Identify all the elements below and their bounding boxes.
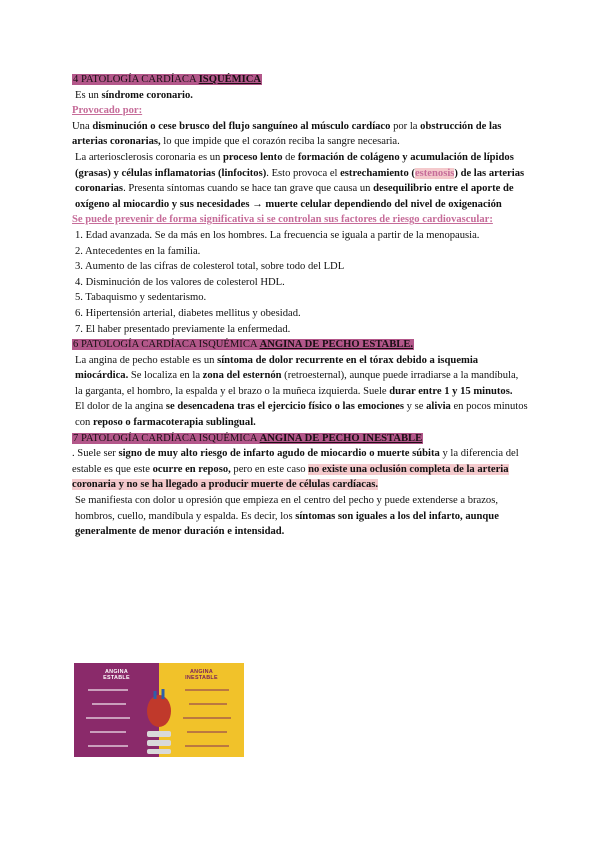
list-item: 5. Tabaquismo y sedentarismo. — [75, 292, 207, 304]
list-item: 4. Disminución de los valores de colesterol HDL. — [75, 276, 285, 288]
cause-paragraph: Una disminución o cese brusco del flujo sanguíneo al músculo cardíaco por la obstrucción de las arterias coronarias, lo que impide que el corazón reciba la sangre necesaria. — [72, 120, 502, 148]
list-item: 1. Edad avanzada. Se da más en los hombres. La frecuencia se iguala a partir de la menopausia. — [75, 229, 480, 241]
list-item: 6. Hipertensión arterial, diabetes mellitus y obesidad. — [75, 307, 301, 319]
section-6-heading: 6 PATOLOGÍA CARDÍACA ISQUÉMICA ANGINA DE PECHO ESTABLE. — [73, 339, 414, 351]
list-item: 7. El haber presentado previamente la enfermedad. — [75, 323, 291, 335]
atherosclerosis-paragraph: La arteriosclerosis coronaria es un proceso lento de formación de colágeno y acumulación de lípidos (grasas) y células inflamatorias (linfocitos). Esto provoca el estrechamiento (estenosis) de las arterias coronarias. Presenta síntomas cuando se hace tan grave que causa un desequilibrio entre el aporte de oxígeno al miocardio y sus necesidades → muerte celular dependiendo del nivel de oxigenación — [75, 151, 525, 210]
stable-angina-title: ANGINA ESTABLE — [103, 669, 130, 681]
list-item: 2. Antecedentes en la familia. — [75, 245, 201, 257]
list-item: 3. Aumento de las cifras de colesterol total, sobre todo del LDL — [75, 261, 345, 273]
unstable-angina-title: ANGINA INESTABLE — [185, 669, 218, 681]
heart-illustration — [144, 677, 174, 755]
unstable-angina-paragraph-2: Se manifiesta con dolor u opresión que empieza en el centro del pecho y puede extenderse a brazos, hombros, cuello, mandíbula y espalda. Es decir, los síntomas son iguales a los del infarto, aunque generalmente de menor duración e intensidad. — [75, 495, 499, 538]
risk-factor-list — [72, 228, 528, 337]
stable-angina-paragraph-1: La angina de pecho estable es un síntoma de dolor recurrente en el tórax debido a isquemia miocárdica. Se localiza en la zona del esternón (retroesternal), aunque puede irradiarse a la mandíbula, la garganta, el hombro, la espalda y el brazo o la muñeca izquierda. Suele durar entre 1 y 15 minutos. — [75, 354, 519, 397]
section-4-heading: 4 PATOLOGÍA CARDÍACA ISQUÉMICA — [73, 74, 262, 85]
unstable-angina-paragraph-1: . Suele ser signo de muy alto riesgo de infarto agudo de miocardio o muerte súbita y la diferencia del estable es que este ocurre en reposo, pero en este caso no existe una oclusión completa de la arteria coronaria y no se ha llegado a producir muerte de células cardíacas. — [72, 448, 519, 491]
document-page — [72, 72, 528, 540]
prevention-label: Se puede prevenir de forma significativa si se controlan sus factores de riesgo cardiovascular: — [72, 214, 493, 226]
section-4-intro: Es un síndrome coronario. — [75, 89, 193, 101]
stable-angina-paragraph-2: El dolor de la angina se desencadena tras el ejercicio físico o las emociones y se alivia en pocos minutos con reposo o farmacoterapia sublingual. — [75, 401, 528, 429]
section-7-heading: 7 PATOLOGÍA CARDÍACA ISQUÉMICA ANGINA DE PECHO INESTABLE — [73, 432, 423, 444]
provocado-label: Provocado por: — [72, 105, 143, 117]
angina-comparison-image — [74, 663, 244, 757]
